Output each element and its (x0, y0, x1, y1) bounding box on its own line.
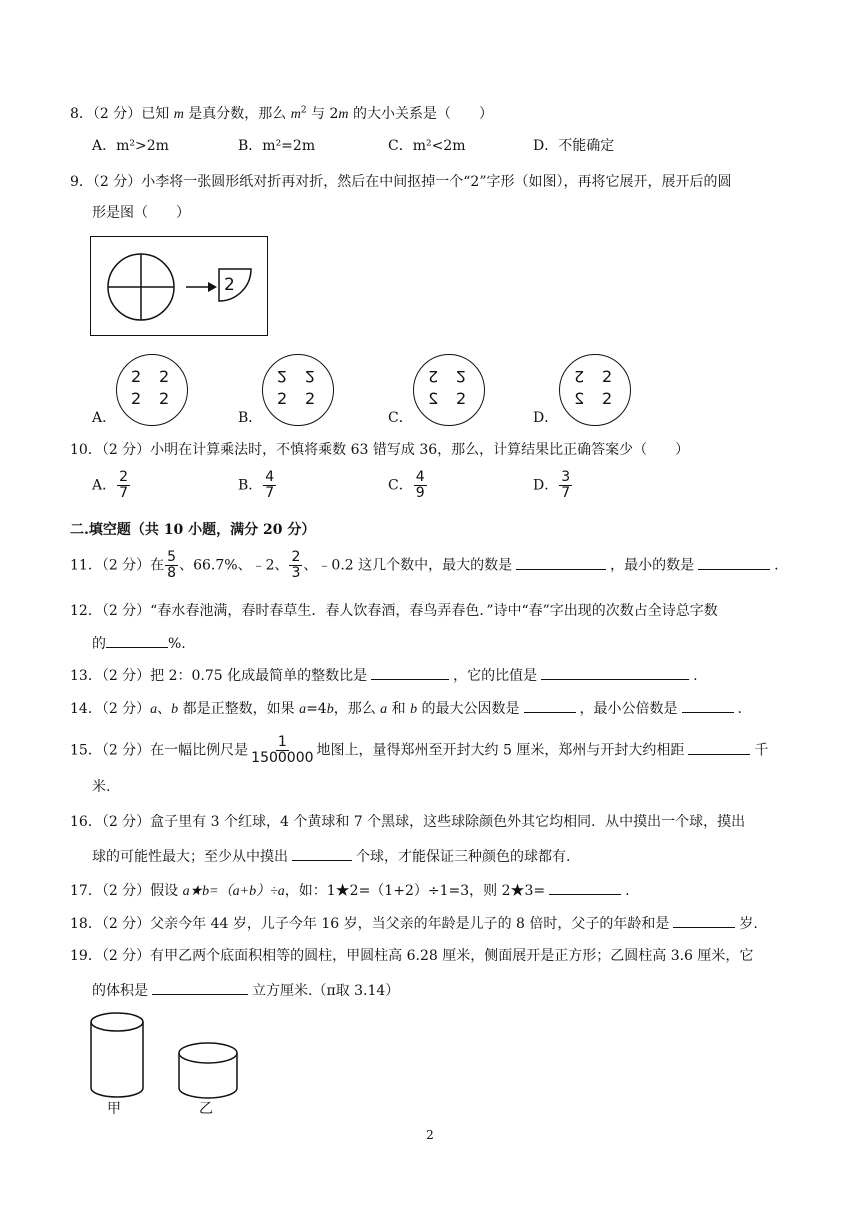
answer-blank[interactable] (524, 698, 576, 713)
var-b: b (326, 702, 334, 717)
var-m: m (173, 107, 184, 122)
q8-text: 的大小关系是（ ） (348, 106, 493, 122)
numerator: 1 (277, 734, 287, 750)
answer-blank[interactable] (541, 665, 689, 680)
digit: 2 (159, 367, 170, 386)
q9-fold-diagram (90, 236, 268, 336)
q17-text: ，如：1★2=（1+2）÷1=3，则 2★3= (284, 883, 546, 899)
q19-stem-line1: 19．（2 分）有甲乙两个底面积相等的圆柱，甲圆柱高 6.28 厘米，侧面展开是正方形；乙圆柱高 3.6 厘米，它 (70, 948, 754, 964)
numerator: 2 (119, 469, 129, 485)
q14-text: 14．（2 分） (70, 701, 151, 717)
digit: 2 (602, 367, 613, 386)
q16-stem-line2 (92, 846, 570, 867)
q14-text: 的最大公因数是 (417, 701, 520, 717)
var-m: m (290, 107, 301, 122)
answer-blank[interactable] (106, 633, 168, 648)
fraction (117, 470, 130, 501)
q10-stem: 10．（2 分）小明在计算乘法时，不慎将乘数 63 错写成 36，那么，计算结果比正确答案少（ ） (70, 442, 690, 458)
q8-option-d[interactable]: D．不能确定 (533, 138, 615, 154)
q9-option-c[interactable]: C． (388, 410, 413, 426)
numerator: 4 (265, 469, 275, 485)
q10-option-d[interactable] (533, 470, 573, 501)
q14-text: . (737, 701, 742, 717)
q11-stem (70, 550, 779, 581)
q9-option-b[interactable]: B． (238, 410, 263, 426)
q16-stem-line1: 16．（2 分）盒子里有 3 个红球，4 个黄球和 7 个黑球，这些球除颜色外其它均相同．从中摸出一个球，摸出 (70, 814, 746, 830)
q14-stem (70, 698, 742, 720)
numerator: 3 (561, 469, 571, 485)
q15-text: 15．（2 分）在一幅比例尺是 (70, 742, 249, 759)
var-b: b (171, 702, 179, 717)
numerator: 4 (415, 469, 425, 485)
q8-option-c[interactable]: C．m²<2m (388, 138, 466, 154)
fraction (263, 470, 276, 501)
cylinder-yi (179, 1043, 237, 1098)
q14-text: 、 (157, 701, 172, 717)
q17-text: . (625, 883, 630, 899)
q12-text: 的 (92, 636, 106, 652)
folded-digit: 2 (224, 275, 235, 295)
var-a: a (380, 702, 388, 717)
page-number: 2 (426, 1128, 434, 1142)
q15-stem-line2: 米. (92, 779, 111, 795)
fraction (414, 470, 427, 501)
q16-text: 个球，才能保证三种颜色的球都有. (356, 849, 571, 865)
q8-stem (70, 104, 493, 125)
q17-text: 17．（2 分）假设 (70, 883, 183, 899)
q14-text: ，最小公倍数是 (579, 701, 678, 717)
answer-blank[interactable] (371, 665, 449, 680)
q14-text: 都是正整数，如果 (178, 701, 300, 717)
q18-text: 18．（2 分）父亲今年 44 岁，儿子今年 16 岁，当父亲的年龄是儿子的 8 倍时，父子的年龄和是 (70, 916, 670, 932)
q9-stem-line2: 形是图（ ） (92, 205, 190, 221)
q9-circle-b (262, 354, 334, 426)
q15-stem (70, 735, 768, 766)
digit-mirrored: 2 (428, 389, 439, 408)
q8-text: 与 2 (306, 106, 339, 122)
q15-text: 千 (754, 742, 769, 759)
q12-text: %. (168, 636, 186, 652)
q10-option-a[interactable] (92, 470, 131, 501)
fraction (559, 470, 572, 501)
denominator: 7 (119, 485, 129, 501)
digit: 2 (277, 389, 288, 408)
q13-text: . (693, 668, 698, 684)
operation-definition: a★b=（a+b）÷a (182, 884, 285, 899)
fraction (165, 550, 178, 581)
digit: 2 (131, 367, 142, 386)
denominator: 1500000 (251, 750, 314, 766)
answer-blank[interactable] (549, 880, 621, 895)
q13-text: ，它的比值是 (453, 668, 538, 684)
q17-stem (70, 880, 630, 902)
answer-blank[interactable] (152, 980, 248, 995)
q9-circle-c (413, 354, 485, 426)
denominator: 3 (291, 565, 301, 581)
q11-text: 、66.7%、﹣2、 (179, 557, 289, 574)
q19-text: 的体积是 (92, 983, 148, 999)
cylinder-jia (91, 1013, 143, 1097)
label-yi: 乙 (199, 1101, 213, 1117)
q12-stem-line2 (92, 633, 186, 654)
digit-mirrored: 2 (574, 389, 585, 408)
fold-diagram-svg (91, 237, 267, 335)
q9-option-d[interactable]: D． (533, 410, 559, 426)
digit-flipped: 2 (305, 367, 316, 386)
q16-text: 球的可能性最大；至少从中摸出 (92, 849, 288, 865)
q8-option-b[interactable]: B．m²=2m (238, 138, 316, 154)
digit: 2 (602, 389, 613, 408)
denominator: 7 (561, 485, 571, 501)
fraction (289, 550, 302, 581)
q14-text: 和 (387, 701, 411, 717)
option-label: A． (92, 477, 117, 494)
digit-flipped: 2 (456, 367, 467, 386)
q12-stem-line1: 12．（2 分）“春水春池满，春时春草生．春人饮春酒，春鸟弄春色．”诗中“春”字出现的次数占全诗总字数 (70, 603, 718, 619)
q14-text: ，那么 (333, 701, 381, 717)
digit-flipped: 2 (277, 367, 288, 386)
var-m: m (338, 107, 349, 122)
section-heading: 二.填空题（共 10 小题，满分 20 分） (70, 522, 316, 538)
q8-option-a[interactable]: A．m²>2m (92, 138, 169, 154)
q10-option-c[interactable] (388, 470, 428, 501)
q19-text: 立方厘米.（π取 3.14） (252, 983, 400, 999)
scale-fraction (249, 735, 315, 766)
digit-rotated: 2 (428, 367, 439, 386)
q14-text: =4 (306, 701, 327, 717)
q9-stem-line1: 9．（2 分）小李将一张圆形纸对折再对折，然后在中间抠掉一个“2”字形（如图），再将它展开，展开后的圆 (70, 174, 732, 190)
denominator: 7 (265, 485, 275, 501)
denominator: 9 (415, 485, 425, 501)
answer-blank[interactable] (682, 698, 734, 713)
q9-circle-a (116, 354, 188, 426)
option-label: D． (533, 477, 559, 494)
q18-stem (70, 913, 758, 934)
digit: 2 (305, 389, 316, 408)
exponent: 2 (300, 105, 307, 116)
q8-text: 8．（2 分）已知 (70, 106, 174, 122)
numerator: 5 (167, 549, 177, 565)
q9-option-a[interactable]: A． (92, 410, 117, 426)
q10-option-b[interactable] (238, 470, 277, 501)
q18-text: 岁. (739, 916, 758, 932)
answer-blank[interactable] (673, 913, 735, 928)
option-label: B． (238, 477, 263, 494)
option-label: C． (388, 477, 413, 494)
q8-text: 是真分数，那么 (183, 106, 291, 122)
q11-text: ，最小的数是 (610, 557, 695, 574)
q15-text: 地图上，量得郑州至开封大约 5 厘米，郑州与开封大约相距 (316, 742, 685, 759)
answer-blank[interactable] (698, 555, 770, 570)
digit: 2 (131, 389, 142, 408)
digit: 2 (159, 389, 170, 408)
var-a: a (299, 702, 307, 717)
answer-blank[interactable] (516, 555, 606, 570)
answer-blank[interactable] (688, 740, 750, 755)
label-jia: 甲 (107, 1101, 121, 1117)
q19-stem-line2 (92, 980, 399, 1001)
denominator: 8 (167, 565, 177, 581)
numerator: 2 (291, 549, 301, 565)
q9-circle-d (559, 354, 631, 426)
cylinders-figure (85, 1010, 255, 1110)
q13-stem (70, 665, 698, 686)
q11-text: 11．（2 分）在 (70, 557, 165, 574)
answer-blank[interactable] (292, 846, 352, 861)
q11-text: . (774, 557, 779, 574)
q11-text: 、﹣0.2 这几个数中，最大的数是 (303, 557, 513, 574)
digit-rotated: 2 (574, 367, 585, 386)
var-a: a (150, 702, 158, 717)
var-b: b (410, 702, 418, 717)
q13-text: 13．（2 分）把 2：0.75 化成最简单的整数比是 (70, 668, 368, 684)
digit: 2 (456, 389, 467, 408)
